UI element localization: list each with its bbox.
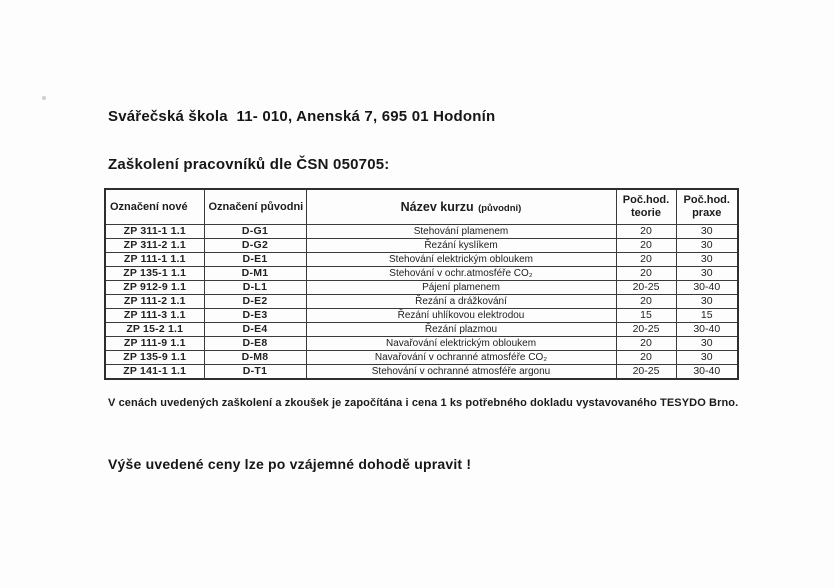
cell-designation-original: D-M1 [204,267,306,281]
cell-practice-hours: 30 [676,225,738,239]
table-row [105,365,738,380]
cell-theory-hours: 20 [616,253,676,267]
cell-practice-hours: 30-40 [676,281,738,295]
cell-designation-new: ZP 141-1 1.1 [105,365,204,380]
cell-designation-original: D-G2 [204,239,306,253]
cell-designation-new: ZP 912-9 1.1 [105,281,204,295]
table-row [105,239,738,253]
cell-practice-hours: 30 [676,239,738,253]
section-heading: Zaškolení pracovníků dle ČSN 050705: [108,156,390,173]
courses-table [104,188,739,380]
cell-designation-new: ZP 135-9 1.1 [105,351,204,365]
col-header-theory-line1: Poč.hod. [622,194,670,206]
cell-theory-hours: 20-25 [616,323,676,337]
cell-theory-hours: 20 [616,267,676,281]
cell-practice-hours: 30 [676,351,738,365]
col-header-theory-hours [616,189,676,225]
cell-designation-new: ZP 135-1 1.1 [105,267,204,281]
cell-designation-original: D-L1 [204,281,306,295]
cell-designation-new: ZP 111-9 1.1 [105,337,204,351]
cell-course-name: Pájení plamenem [306,281,616,295]
col-header-theory-line2: teorie [631,207,661,219]
table-row [105,351,738,365]
col-header-designation-new: Označení nové [105,189,204,225]
document-title: Svářečská škola 11- 010, Anenská 7, 695 01 Hodonín [108,108,496,125]
table-row [105,281,738,295]
table-row [105,309,738,323]
cell-designation-original: D-T1 [204,365,306,380]
cell-theory-hours: 20 [616,351,676,365]
cell-practice-hours: 30 [676,295,738,309]
cell-course-name: Stehování v ochranné atmosféře argonu [306,365,616,380]
table-row [105,323,738,337]
cell-theory-hours: 20-25 [616,365,676,380]
cell-designation-new: ZP 311-1 1.1 [105,225,204,239]
cell-course-name: Stehování v ochr.atmosféře CO₂ [306,267,616,281]
col-header-designation-original: Označení původni [204,189,306,225]
cell-course-name: Řezání plazmou [306,323,616,337]
cell-designation-original: D-E3 [204,309,306,323]
cell-theory-hours: 20 [616,239,676,253]
cell-designation-original: D-E1 [204,253,306,267]
cell-course-name: Navařování v ochranné atmosféře CO₂ [306,351,616,365]
table-row [105,337,738,351]
cell-practice-hours: 15 [676,309,738,323]
table-row [105,295,738,309]
cell-designation-original: D-E4 [204,323,306,337]
cell-designation-original: D-G1 [204,225,306,239]
cell-designation-new: ZP 111-2 1.1 [105,295,204,309]
cell-designation-original: D-E8 [204,337,306,351]
cell-course-name: Stehování plamenem [306,225,616,239]
col-header-course-name [306,189,616,225]
cell-course-name: Řezání a drážkování [306,295,616,309]
table-row [105,225,738,239]
cell-practice-hours: 30 [676,267,738,281]
cell-course-name: Stehování elektrickým obloukem [306,253,616,267]
col-header-practice-line1: Poč.hod. [683,194,730,206]
cell-practice-hours: 30 [676,253,738,267]
cell-course-name: Řezání uhlíkovou elektrodou [306,309,616,323]
cell-theory-hours: 20 [616,225,676,239]
table-row [105,267,738,281]
scan-artifact [42,96,46,100]
cell-designation-new: ZP 111-3 1.1 [105,309,204,323]
col-header-course-sub: (původni) [478,203,522,214]
cell-practice-hours: 30 [676,337,738,351]
cell-designation-original: D-E2 [204,295,306,309]
cell-designation-new: ZP 111-1 1.1 [105,253,204,267]
col-header-course-main: Název kurzu [400,200,474,214]
cell-practice-hours: 30-40 [676,365,738,380]
cell-course-name: Navařování elektrickým obloukem [306,337,616,351]
table-header-row [105,189,738,225]
cell-designation-original: D-M8 [204,351,306,365]
cell-designation-new: ZP 15-2 1.1 [105,323,204,337]
cell-theory-hours: 20 [616,295,676,309]
cell-theory-hours: 20 [616,337,676,351]
cell-theory-hours: 20-25 [616,281,676,295]
col-header-practice-hours [676,189,738,225]
closing-statement: Výše uvedené ceny lze po vzájemné dohodě upravit ! [108,456,472,472]
cell-designation-new: ZP 311-2 1.1 [105,239,204,253]
cell-practice-hours: 30-40 [676,323,738,337]
col-header-practice-line2: praxe [692,207,722,219]
price-note: V cenách uvedených zaškolení a zkoušek je započítána i cena 1 ks potřebného dokladu vystavovaného TESYDO Brno. [108,397,739,409]
cell-course-name: Řezání kyslíkem [306,239,616,253]
cell-theory-hours: 15 [616,309,676,323]
table-row [105,253,738,267]
